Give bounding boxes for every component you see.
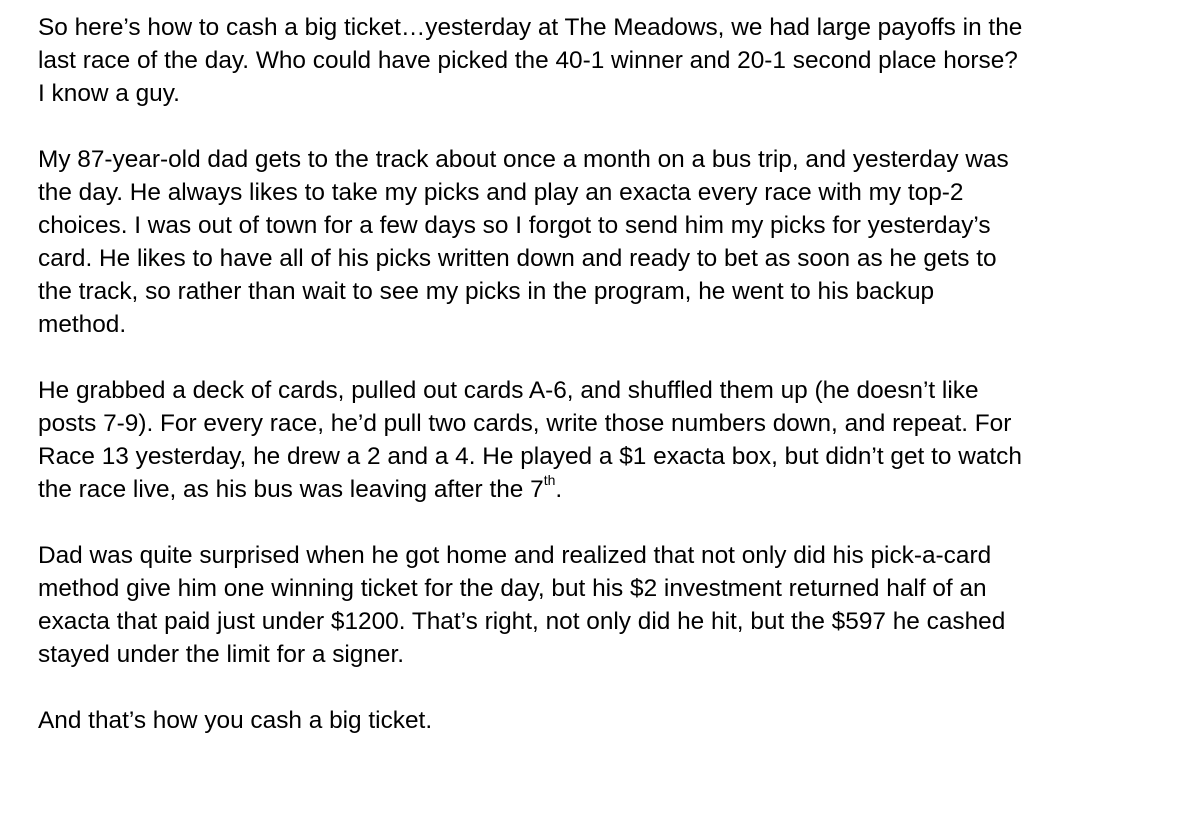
text-line: My 87-year-old dad gets to the track about once a month on a bus trip, and yesterday was [38, 146, 1009, 173]
text-line: And that’s how you cash a big ticket. [38, 707, 433, 734]
text-line: method. [38, 311, 127, 338]
text-line: choices. I was out of town for a few days so I forgot to send him my picks for yesterday’s [38, 212, 991, 239]
text-line: exacta that paid just under $1200. That’s right, not only did he hit, but the $597 he cashed [38, 608, 1006, 635]
text-line: last race of the day. Who could have picked the 40-1 winner and 20-1 second place horse? [38, 47, 1018, 74]
text-line: stayed under the limit for a signer. [38, 641, 405, 668]
text-line-with-superscript [38, 473, 1188, 506]
text-line: He grabbed a deck of cards, pulled out cards A-6, and shuffled them up (he doesn’t like [38, 377, 979, 404]
text-run: the race live, as his bus was leaving after the 7 [38, 476, 544, 503]
text-line: Dad was quite surprised when he got home and realized that not only did his pick-a-card [38, 542, 992, 569]
text-line: posts 7-9). For every race, he’d pull two cards, write those numbers down, and repeat. For [38, 410, 1012, 437]
text-line: the track, so rather than wait to see my picks in the program, he went to his backup [38, 278, 935, 305]
document-body [38, 11, 1188, 737]
paragraph-intro [38, 11, 1188, 110]
superscript-ordinal: th [543, 471, 556, 488]
text-line: method give him one winning ticket for the day, but his $2 investment returned half of an [38, 575, 987, 602]
paragraph-dad-bus-trip [38, 143, 1188, 341]
text-line: Race 13 yesterday, he drew a 2 and a 4. He played a $1 exacta box, but didn’t get to watch [38, 443, 1022, 470]
paragraph-closing [38, 704, 1188, 737]
text-line: the day. He always likes to take my picks and play an exacta every race with my top-2 [38, 179, 964, 206]
paragraph-winning-ticket [38, 539, 1188, 671]
text-line: card. He likes to have all of his picks written down and ready to bet as soon as he gets to [38, 245, 997, 272]
text-line: I know a guy. [38, 80, 180, 107]
paragraph-deck-of-cards [38, 374, 1188, 506]
text-line: So here’s how to cash a big ticket…yesterday at The Meadows, we had large payoffs in the [38, 14, 1023, 41]
text-run: . [555, 476, 563, 503]
